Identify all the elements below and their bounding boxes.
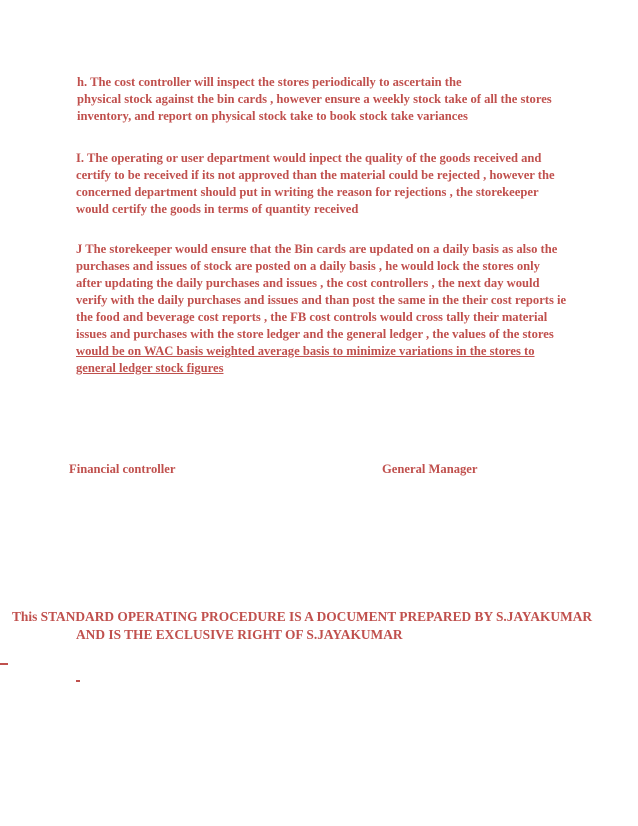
divider-mark <box>76 680 80 682</box>
footer-notice-line-1: This STANDARD OPERATING PROCEDURE IS A DOCUMENT PREPARED BY S.JAYAKUMAR <box>12 609 593 624</box>
paragraph-line: h. The cost controller will inspect the stores periodically to ascertain the <box>77 75 462 89</box>
signature-general-manager: General Manager <box>382 462 478 476</box>
paragraph-line: inventory, and report on physical stock take to book stock take variances <box>77 109 468 123</box>
paragraph-line: would certify the goods in terms of quantity received <box>76 202 359 216</box>
paragraph-line: physical stock against the bin cards , however ensure a weekly stock take of all the stores <box>77 92 552 106</box>
paragraph-line-underlined <box>76 343 566 360</box>
paragraph-line: J The storekeeper would ensure that the Bin cards are updated on a daily basis as also the <box>76 242 558 256</box>
paragraph-i <box>76 150 555 218</box>
paragraph-line: I. The operating or user department would inpect the quality of the goods received and <box>76 151 542 165</box>
paragraph-line: the food and beverage cost reports , the FB cost controls would cross tally their material <box>76 310 548 324</box>
paragraph-line: verify with the daily purchases and issues and than post the same in the their cost reports ie <box>76 293 567 307</box>
divider-mark <box>0 663 8 665</box>
signature-financial-controller: Financial controller <box>69 462 176 476</box>
underlined-text: would be on WAC basis weighted average basis to minimize variations in the stores to <box>76 344 535 358</box>
paragraph-line: after updating the daily purchases and issues , the cost controllers , the next day would <box>76 276 540 290</box>
paragraph-line: certify to be received if its not approved than the material could be rejected , however the <box>76 168 555 182</box>
paragraph-h <box>77 74 552 125</box>
footer-notice-line-2: AND IS THE EXCLUSIVE RIGHT OF S.JAYAKUMAR <box>76 627 403 642</box>
paragraph-line: concerned department should put in writing the reason for rejections , the storekeeper <box>76 185 539 199</box>
paragraph-line-underlined <box>76 360 566 377</box>
paragraph-j <box>76 241 566 377</box>
paragraph-line: purchases and issues of stock are posted on a daily basis , he would lock the stores only <box>76 259 540 273</box>
paragraph-line: issues and purchases with the store ledger and the general ledger , the values of the stores <box>76 327 554 341</box>
underlined-text: general ledger stock figures <box>76 361 224 375</box>
